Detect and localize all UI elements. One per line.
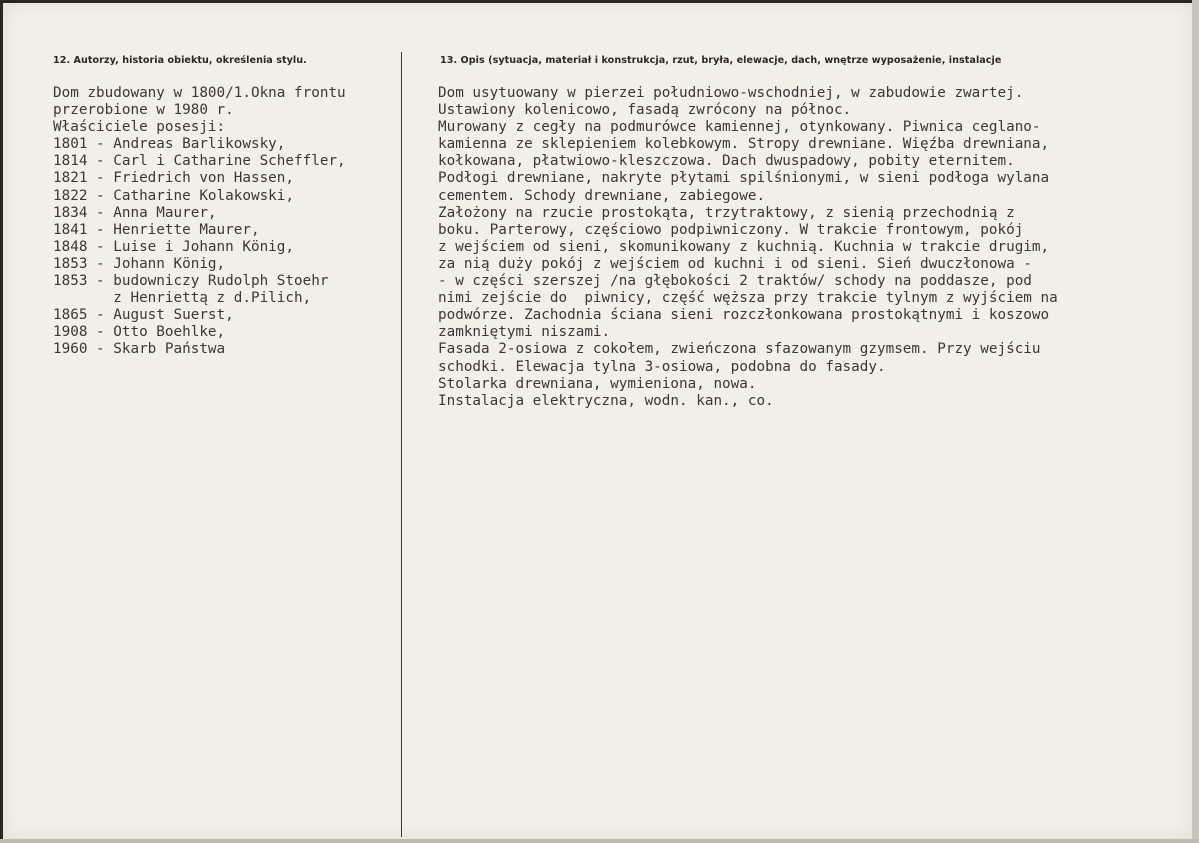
description-line: Dom usytuowany w pierzei południowo-wschodniej, w zabudowie zwartej. bbox=[438, 85, 1024, 101]
owner-entry: 1853 - budowniczy Rudolph Stoehr bbox=[53, 273, 329, 290]
description-line: Stolarka drewniana, wymieniona, nowa. bbox=[438, 375, 757, 392]
section-12-heading: 12. Autorzy, historia obiektu, określenia stylu. bbox=[53, 55, 307, 66]
owner-entry: 1848 - Luise i Johann König, bbox=[53, 238, 295, 255]
owner-entry: z Henriettą z d.Pilich, bbox=[53, 290, 312, 307]
column-divider bbox=[401, 52, 402, 837]
history-line: przerobione w 1980 r. bbox=[53, 102, 234, 119]
owner-entry: 1841 - Henriette Maurer, bbox=[53, 221, 260, 238]
description-line: podwórze. Zachodnia ściana sieni rozczłonkowana prostokątnymi i koszowo bbox=[438, 307, 1050, 324]
owner-entry: 1821 - Friedrich von Hassen, bbox=[53, 170, 295, 187]
description-line: nimi zejście do piwnicy, część węższa przy trakcie tylnym z wyjściem na bbox=[438, 290, 1058, 307]
description-line: cementem. Schody drewniane, zabiegowe. bbox=[438, 187, 766, 204]
history-text bbox=[53, 85, 346, 359]
description-line: za nią duży pokój z wejściem od kuchni i od sieni. Sień dwuczłonowa - bbox=[438, 255, 1032, 272]
owner-entry: 1865 - August Suerst, bbox=[53, 307, 234, 324]
description-line: boku. Parterowy, częściowo podpiwniczony. W trakcie frontowym, pokój bbox=[438, 221, 1024, 238]
description-line: Instalacja elektryczna, wodn. kan., co. bbox=[438, 392, 774, 409]
owner-entry: 1853 - Johann König, bbox=[53, 255, 226, 272]
owner-entry: 1960 - Skarb Państwa bbox=[53, 341, 226, 358]
description-line: z wejściem od sieni, skomunikowany z kuchnią. Kuchnia w trakcie drugim, bbox=[438, 238, 1050, 255]
description-line: - w części szerszej /na głębokości 2 traktów/ schody na poddasze, pod bbox=[438, 273, 1032, 290]
owner-entry: 1822 - Catharine Kolakowski, bbox=[53, 187, 295, 204]
card-edge-right bbox=[1192, 0, 1199, 843]
owner-entry: 1801 - Andreas Barlikowsky, bbox=[53, 136, 286, 153]
description-line: Murowany z cegły na podmurówce kamiennej, otynkowany. Piwnica ceglano- bbox=[438, 119, 1041, 136]
history-line: Właściciele posesji: bbox=[53, 119, 226, 136]
owner-entry: 1834 - Anna Maurer, bbox=[53, 204, 217, 221]
description-line: Fasada 2-osiowa z cokołem, zwieńczona sfazowanym gzymsem. Przy wejściu bbox=[438, 341, 1041, 358]
description-line: Ustawiony kolenicowo, fasadą zwrócony na północ. bbox=[438, 102, 852, 119]
description-line: Podłogi drewniane, nakryte płytami spilśnionymi, w sieni podłoga wylana bbox=[438, 170, 1050, 187]
description-line: kołkowana, płatwiowo-kleszczowa. Dach dwuspadowy, pobity eternitem. bbox=[438, 153, 1015, 170]
history-line: Dom zbudowany w 1800/1.Okna frontu bbox=[53, 85, 346, 101]
card-edge-bottom bbox=[0, 839, 1199, 843]
description-text bbox=[438, 85, 1058, 410]
description-line: kamienna ze sklepieniem kolebkowym. Stropy drewniane. Więźba drewniana, bbox=[438, 136, 1050, 153]
section-13-heading: 13. Opis (sytuacja, materiał i konstrukcja, rzut, bryła, elewacje, dach, wnętrze wyposażenie, instalacje bbox=[440, 55, 1002, 66]
description-line: schodki. Elewacja tylna 3-osiowa, podobna do fasady. bbox=[438, 358, 886, 375]
owner-entry: 1908 - Otto Boehlke, bbox=[53, 324, 226, 341]
description-line: Założony na rzucie prostokąta, trzytraktowy, z sienią przechodnią z bbox=[438, 204, 1015, 221]
owner-entry: 1814 - Carl i Catharine Scheffler, bbox=[53, 153, 346, 170]
description-line: zamkniętymi niszami. bbox=[438, 324, 611, 341]
